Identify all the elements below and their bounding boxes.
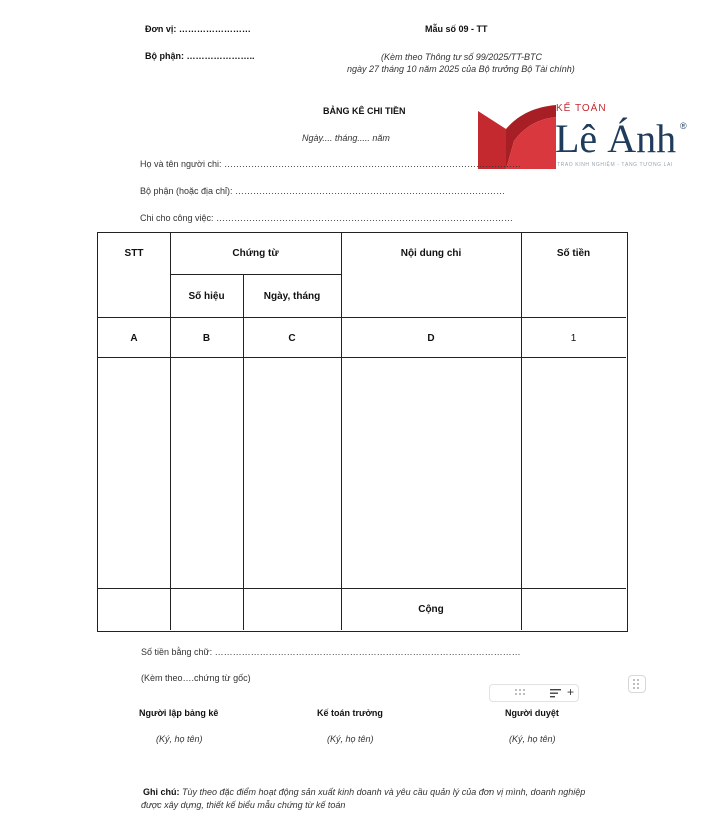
expense-table xyxy=(97,232,628,632)
amount-in-words-field: Số tiền bằng chữ: ………………………………………………………………………………………… xyxy=(141,647,521,657)
header-amount: Số tiền xyxy=(556,248,591,259)
header-voucher-date: Ngày, tháng xyxy=(263,291,321,302)
header-stt: STT xyxy=(124,248,144,259)
date-line: Ngày.... tháng..... năm xyxy=(302,133,390,143)
department-field: Bộ phận: ………………….. xyxy=(145,51,255,61)
preparer-sign-note: (Ký, họ tên) xyxy=(156,734,203,744)
column-code-c: C xyxy=(288,333,296,344)
unit-field: Đơn vị: …………………… xyxy=(145,24,251,34)
logo-wordmark: Lê Ánh xyxy=(555,116,677,161)
footnote-text-line1: Tùy theo đặc điểm hoạt động sản xuất kinh doanh và yêu cầu quản lý của đơn vị mình, doanh nghiệp xyxy=(182,787,586,797)
drag-handle-icon[interactable] xyxy=(515,689,525,695)
attached-documents-note: (Kèm theo….chứng từ gốc) xyxy=(141,673,251,683)
chief-accountant-sign-note: (Ký, họ tên) xyxy=(327,734,374,744)
footnote-text-line2: được xây dựng, thiết kế biểu mẫu chứng từ kế toán xyxy=(141,800,346,810)
column-code-1: 1 xyxy=(570,333,577,344)
grip-handle[interactable] xyxy=(628,675,646,693)
table-toolbar[interactable] xyxy=(489,684,579,702)
preparer-title: Người lập bảng kê xyxy=(139,708,219,718)
total-label: Cộng xyxy=(418,604,444,615)
footnote-label: Ghi chú: xyxy=(143,787,180,797)
column-code-a: A xyxy=(130,333,138,344)
column-code-d: D xyxy=(427,333,435,344)
add-icon[interactable]: + xyxy=(567,685,575,699)
approver-title: Người duyệt xyxy=(505,708,559,718)
column-code-b: B xyxy=(202,333,211,344)
grip-dots-icon[interactable] xyxy=(633,679,639,689)
logo-slogan: TRAO KINH NGHIỆM - TẠNG TƯƠNG LAI xyxy=(557,162,673,168)
payer-name-field: Họ và tên người chi: ……………………………………………………………………………………… xyxy=(140,159,521,169)
logo-tagline: KẾ TOÁN xyxy=(556,103,607,114)
attach-circular-line2: ngày 27 tháng 10 năm 2025 của Bộ trưởng Bộ Tài chính) xyxy=(347,64,575,74)
document-title: BẢNG KÊ CHI TIỀN xyxy=(323,106,406,116)
form-number: Mẫu số 09 - TT xyxy=(425,24,488,34)
approver-sign-note: (Ký, họ tên) xyxy=(509,734,556,744)
chief-accountant-title: Kế toán trưởng xyxy=(317,708,383,718)
attach-circular-line1: (Kèm theo Thông tư số 99/2025/TT-BTC xyxy=(381,52,542,62)
header-content: Nội dung chi xyxy=(400,248,462,259)
purpose-field: Chi cho công việc: ……………………………………………………………………………………… xyxy=(140,213,514,223)
registered-mark: ® xyxy=(680,121,687,131)
footnote xyxy=(143,787,585,797)
header-voucher: Chứng từ xyxy=(232,248,279,259)
payer-department-field: Bộ phận (hoặc địa chỉ): ……………………………………………………………………………… xyxy=(140,186,506,196)
sort-icon[interactable] xyxy=(550,689,562,698)
header-voucher-number: Số hiệu xyxy=(188,291,225,302)
